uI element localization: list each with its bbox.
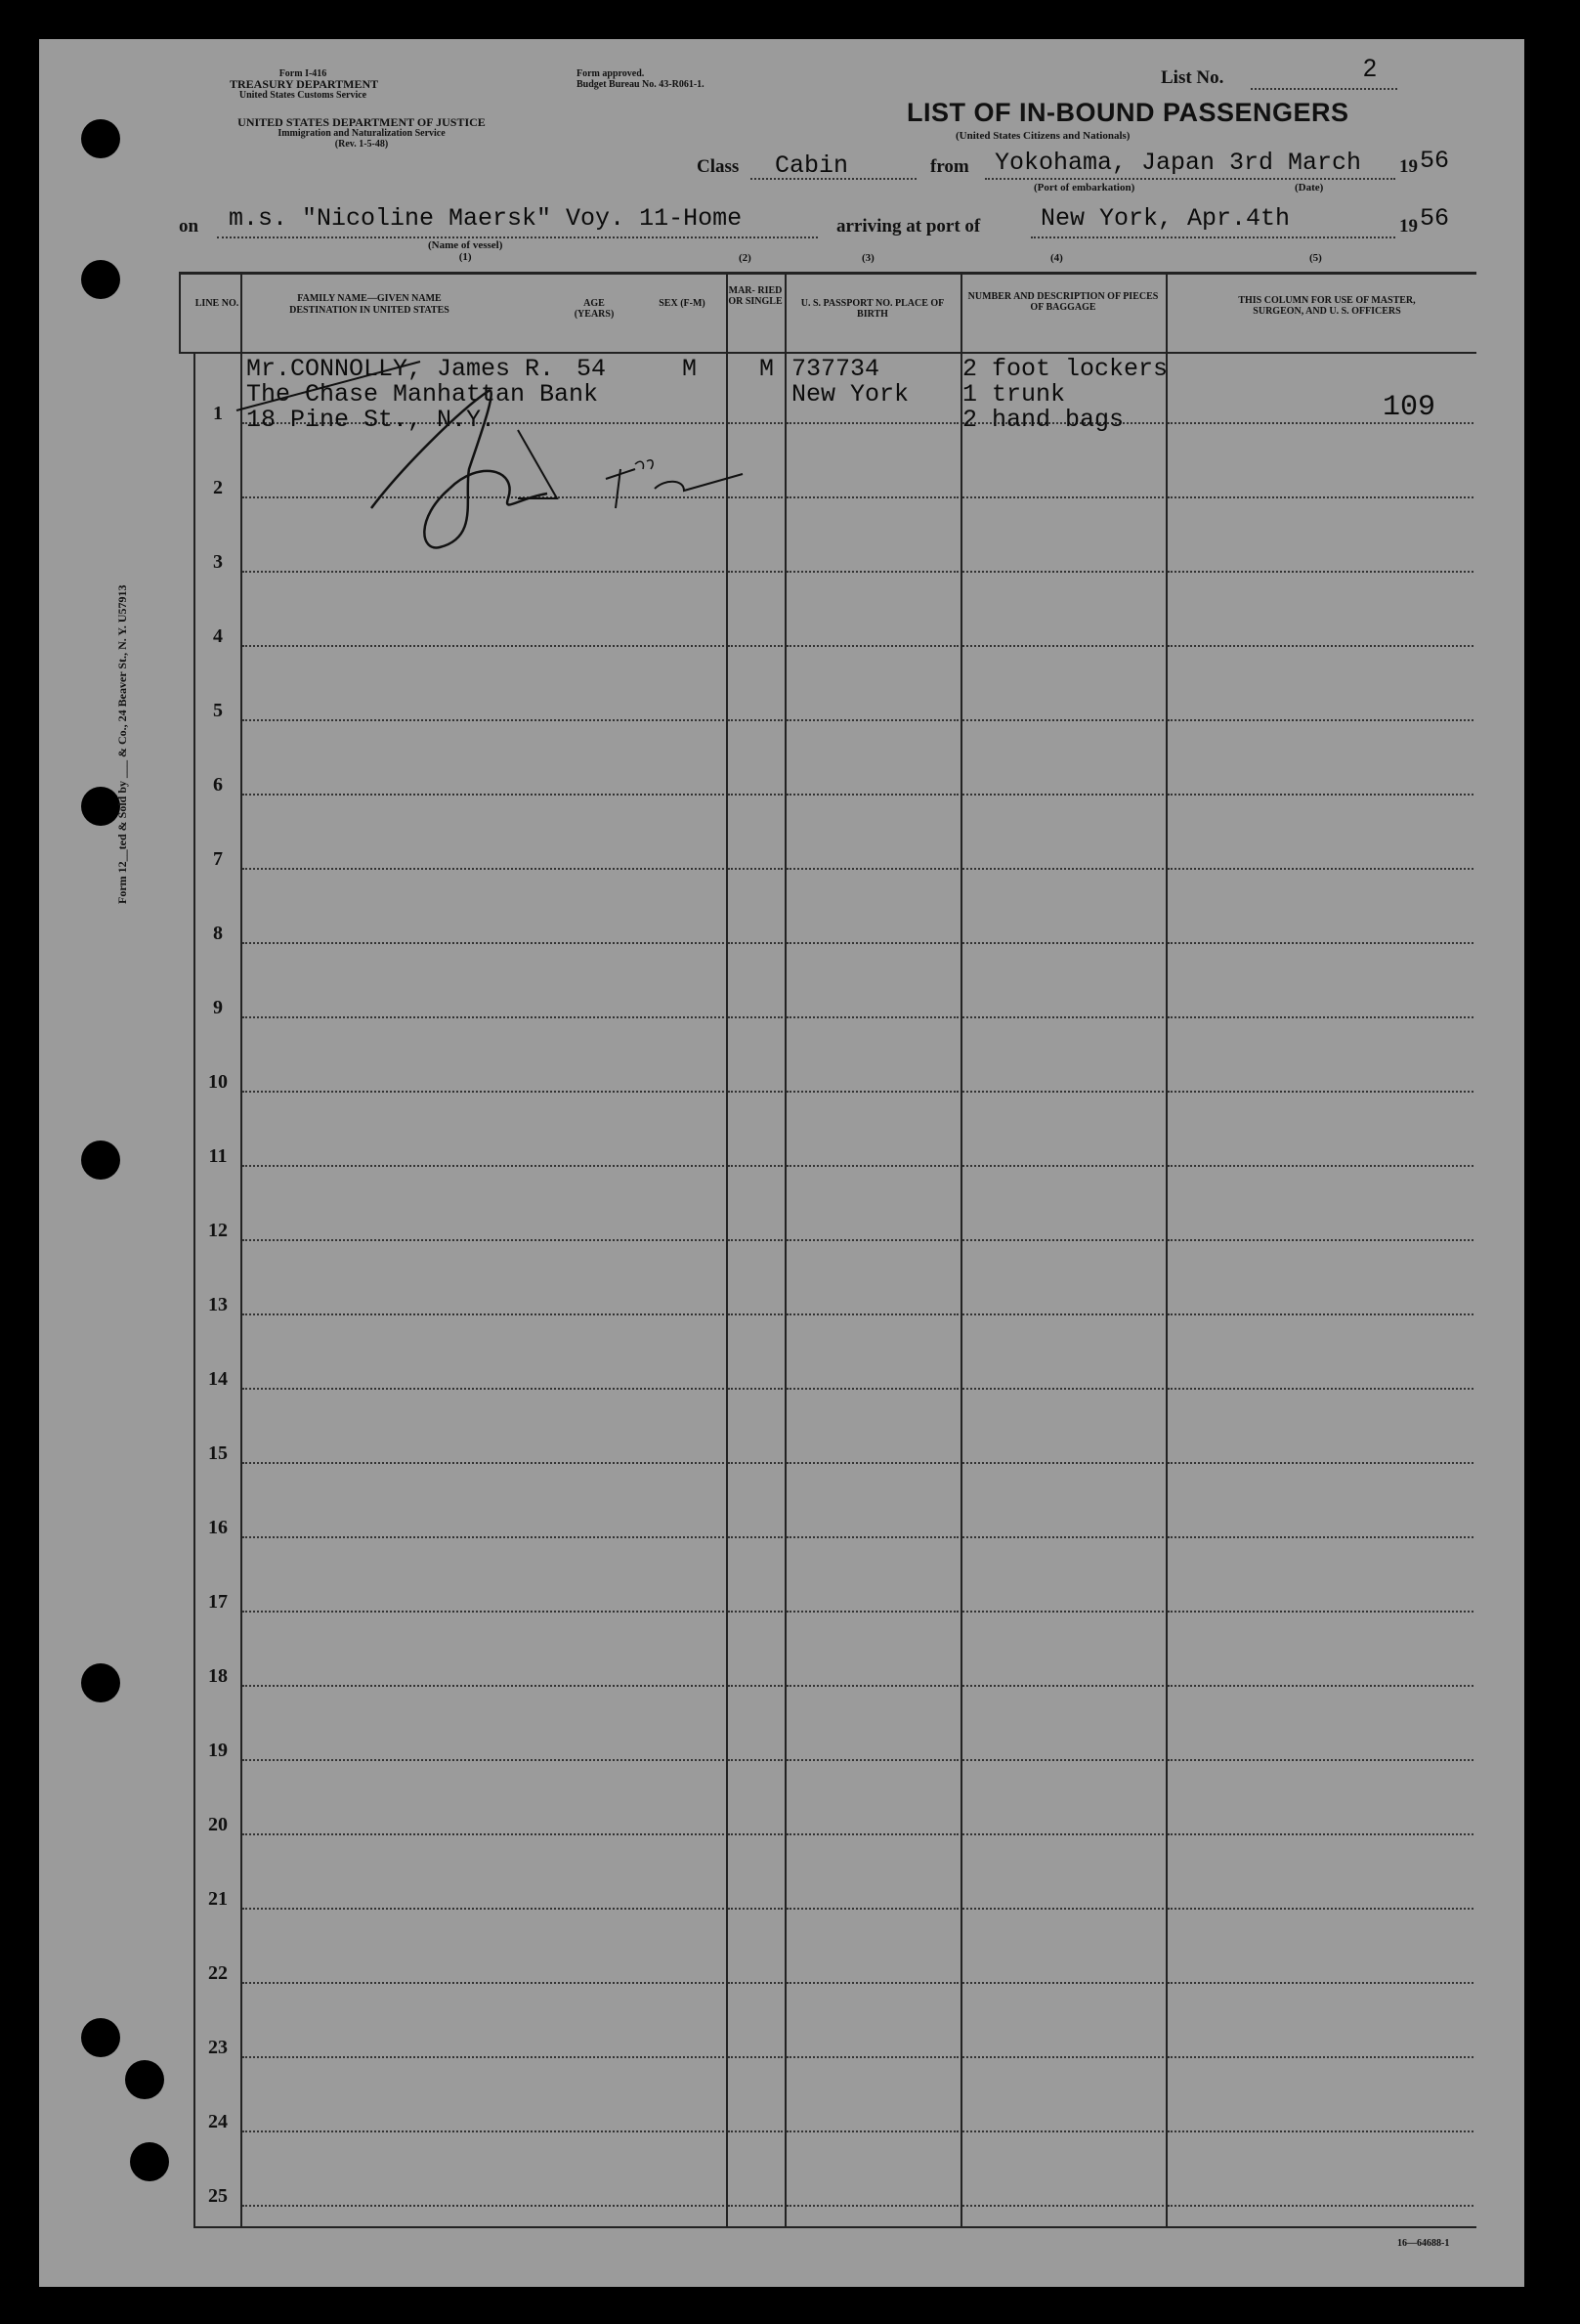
row-dotted-line [242, 2130, 724, 2132]
passenger-sex: M [682, 355, 698, 383]
from-label: from [930, 156, 969, 177]
row-number: 8 [213, 923, 223, 944]
row-dotted-line [242, 942, 724, 944]
col-header-officers: THIS COLUMN FOR USE OF MASTER, SURGEON, AND U. S. OFFICERS [1238, 295, 1416, 317]
row-dotted-line [962, 2130, 1164, 2132]
passenger-destination-3: 18 Pine St., N.Y. [246, 406, 496, 434]
row-dotted-line [787, 496, 959, 498]
row-number: 17 [208, 1591, 228, 1613]
row-dotted-line [962, 1462, 1164, 1464]
row-dotted-line [242, 1462, 724, 1464]
punch-hole [81, 2018, 120, 2057]
row-dotted-line [962, 645, 1164, 647]
row-number: 5 [213, 700, 223, 721]
row-dotted-line [242, 1313, 724, 1315]
arriving-label: arriving at port of [836, 216, 981, 237]
row-dotted-line [1168, 1016, 1473, 1018]
from-value: Yokohama, Japan 3rd March [995, 149, 1362, 177]
row-number: 24 [208, 2111, 228, 2132]
row-dotted-line [242, 1611, 724, 1613]
row-dotted-line [787, 2205, 959, 2207]
row-dotted-line [728, 1908, 783, 1910]
row-number: 9 [213, 997, 223, 1018]
row-dotted-line [1168, 1685, 1473, 1687]
row-dotted-line [728, 719, 783, 721]
punch-hole [81, 119, 120, 158]
row-dotted-line [787, 2056, 959, 2058]
row-number: 12 [208, 1220, 228, 1241]
row-dotted-line [242, 1759, 724, 1761]
row-dotted-line [787, 1536, 959, 1538]
row-dotted-line [787, 422, 959, 424]
col-num-4: (4) [1050, 252, 1063, 264]
col-divider [179, 274, 181, 352]
row-dotted-line [1168, 719, 1473, 721]
row-dotted-line [1168, 1611, 1473, 1613]
row-dotted-line [1168, 1982, 1473, 1984]
row-dotted-line [242, 794, 724, 796]
row-dotted-line [962, 1388, 1164, 1390]
row-dotted-line [1168, 794, 1473, 796]
arr-year-prefix: 19 [1399, 216, 1418, 237]
row-dotted-line [728, 1833, 783, 1835]
punch-hole [81, 1140, 120, 1180]
row-dotted-line [962, 1091, 1164, 1093]
row-dotted-line [728, 571, 783, 573]
row-number: 2 [213, 477, 223, 498]
list-no-value: 2 [1363, 55, 1377, 82]
row-dotted-line [728, 1462, 783, 1464]
row-dotted-line [728, 1165, 783, 1167]
passenger-destination-2: The Chase Manhattan Bank [246, 380, 599, 409]
row-dotted-line [1168, 942, 1473, 944]
port-embarkation-caption: (Port of embarkation) [1034, 182, 1135, 194]
row-dotted-line [728, 1388, 783, 1390]
row-number: 7 [213, 848, 223, 870]
row-dotted-line [1168, 1462, 1473, 1464]
row-dotted-line [787, 1685, 959, 1687]
row-dotted-line [787, 645, 959, 647]
row-dotted-line [962, 1016, 1164, 1018]
row-number: 21 [208, 1888, 228, 1910]
row-dotted-line [962, 1611, 1164, 1613]
date-caption: (Date) [1295, 182, 1324, 194]
row-dotted-line [1168, 1388, 1473, 1390]
row-dotted-line [1168, 2205, 1473, 2207]
row-dotted-line [242, 1536, 724, 1538]
list-no-label: List No. [1161, 67, 1224, 88]
row-dotted-line [728, 1313, 783, 1315]
row-dotted-line [1168, 2056, 1473, 2058]
col-header-sex: SEX (F-M) [659, 298, 705, 309]
row-dotted-line [242, 1388, 724, 1390]
row-dotted-line [787, 2130, 959, 2132]
row-dotted-line [787, 942, 959, 944]
col-divider [1166, 274, 1168, 2228]
row-number: 23 [208, 2037, 228, 2058]
punch-hole [81, 1663, 120, 1702]
row-dotted-line [1168, 2130, 1473, 2132]
table-top-border [179, 272, 1476, 275]
col-divider [785, 274, 787, 2228]
row-dotted-line [728, 1239, 783, 1241]
passenger-age: 54 [576, 355, 607, 383]
row-dotted-line [728, 1611, 783, 1613]
col-header-destination: DESTINATION IN UNITED STATES [289, 305, 449, 316]
row-dotted-line [787, 1313, 959, 1315]
row-dotted-line [242, 2205, 724, 2207]
passenger-name: Mr.CONNOLLY, James R. [246, 355, 555, 383]
row-dotted-line [962, 496, 1164, 498]
row-number: 14 [208, 1368, 228, 1390]
row-dotted-line [242, 2056, 724, 2058]
row-dotted-line [962, 1165, 1164, 1167]
arriving-value: New York, Apr.4th [1041, 204, 1291, 233]
row-dotted-line [962, 2056, 1164, 2058]
on-label: on [179, 216, 199, 237]
col-divider [726, 274, 728, 2228]
row-dotted-line [787, 1239, 959, 1241]
row-number: 19 [208, 1740, 228, 1761]
punch-hole [81, 787, 120, 826]
col-num-5: (5) [1309, 252, 1322, 264]
vessel-caption: (Name of vessel) (1) [428, 239, 503, 263]
row-dotted-line [962, 571, 1164, 573]
baggage-line-1: 2 foot lockers [962, 355, 1169, 383]
birthplace: New York [791, 380, 910, 409]
col-header-age: AGE (YEARS) [574, 298, 615, 320]
row-dotted-line [1168, 1833, 1473, 1835]
approval-block: Form approved. Budget Bureau No. 43-R061-1. [576, 68, 705, 90]
row-dotted-line [962, 1759, 1164, 1761]
class-label: Class [697, 156, 740, 177]
row-dotted-line [1168, 1908, 1473, 1910]
passenger-marital: M [759, 355, 775, 383]
row-dotted-line [787, 1982, 959, 1984]
row-dotted-line [787, 868, 959, 870]
row-dotted-line [728, 2130, 783, 2132]
row-dotted-line [787, 571, 959, 573]
page-subtitle: (United States Citizens and Nationals) [956, 130, 1131, 142]
row-dotted-line [728, 1091, 783, 1093]
row-dotted-line [1168, 645, 1473, 647]
row-dotted-line [787, 1388, 959, 1390]
handwritten-signature [225, 352, 775, 567]
row-dotted-line [787, 1908, 959, 1910]
col-header-baggage: NUMBER AND DESCRIPTION OF PIECES OF BAGGAGE [967, 291, 1159, 313]
row-dotted-line [242, 1239, 724, 1241]
row-number: 20 [208, 1814, 228, 1835]
col-header-line-no: LINE NO. [194, 298, 239, 309]
row-dotted-line [787, 1611, 959, 1613]
row-number: 15 [208, 1442, 228, 1464]
arriving-line [1031, 237, 1395, 238]
col-num-2: (2) [739, 252, 751, 264]
row-dotted-line [728, 942, 783, 944]
row-dotted-line [962, 942, 1164, 944]
row-dotted-line [787, 719, 959, 721]
row-number: 6 [213, 774, 223, 796]
row-dotted-line [962, 794, 1164, 796]
col-header-married: MAR- RIED OR SINGLE [728, 285, 783, 307]
row-dotted-line [728, 2205, 783, 2207]
col-divider [240, 274, 242, 2228]
row-dotted-line [962, 1239, 1164, 1241]
doj-block: UNITED STATES DEPARTMENT OF JUSTICE Immigration and Naturalization Service (Rev. 1-5-48) [237, 115, 486, 150]
row-dotted-line [242, 571, 724, 573]
row-dotted-line [728, 2056, 783, 2058]
row-number: 18 [208, 1665, 228, 1687]
vessel-line [217, 237, 818, 238]
row-dotted-line [1168, 1759, 1473, 1761]
row-dotted-line [242, 645, 724, 647]
row-dotted-line [1168, 1313, 1473, 1315]
row-dotted-line [787, 1016, 959, 1018]
row-dotted-line [242, 868, 724, 870]
col-header-passport: U. S. PASSPORT NO. PLACE OF BIRTH [800, 298, 945, 320]
punch-hole [125, 2060, 164, 2099]
row-dotted-line [242, 1685, 724, 1687]
row-dotted-line [962, 2205, 1164, 2207]
row-dotted-line [242, 1833, 724, 1835]
row-dotted-line [728, 645, 783, 647]
row-number: 11 [208, 1145, 228, 1167]
row-dotted-line [962, 1908, 1164, 1910]
vessel-value: m.s. "Nicoline Maersk" Voy. 11-Home [229, 204, 743, 233]
arr-year-value: 56 [1420, 204, 1450, 233]
row-dotted-line [728, 868, 783, 870]
table-bottom-border [193, 2226, 1476, 2228]
row-dotted-line [728, 1982, 783, 1984]
row-number: 22 [208, 1962, 228, 1984]
row-number: 4 [213, 625, 223, 647]
row-dotted-line [1168, 1239, 1473, 1241]
row-dotted-line [242, 1016, 724, 1018]
row-number: 1 [213, 403, 223, 424]
row-dotted-line [787, 1091, 959, 1093]
baggage-line-2: 1 trunk [962, 380, 1066, 409]
from-line [985, 178, 1395, 180]
row-dotted-line [242, 1908, 724, 1910]
footer-code: 16—64688-1 [1397, 2238, 1450, 2249]
row-number: 13 [208, 1294, 228, 1315]
row-dotted-line [728, 1536, 783, 1538]
row-dotted-line [962, 1536, 1164, 1538]
punch-hole [81, 260, 120, 299]
form-number-block: Form I-416 TREASURY DEPARTMENT United States Customs Service [230, 68, 379, 101]
row-dotted-line [787, 1462, 959, 1464]
col-divider [961, 274, 962, 2228]
row-dotted-line [242, 1091, 724, 1093]
list-no-line [1251, 88, 1397, 90]
page-title: LIST OF IN-BOUND PASSENGERS [907, 98, 1349, 127]
passport-number: 737734 [791, 355, 880, 383]
from-year-prefix: 19 [1399, 156, 1418, 177]
row-dotted-line [962, 1685, 1164, 1687]
row-dotted-line [728, 1685, 783, 1687]
row-dotted-line [242, 719, 724, 721]
class-value: Cabin [775, 151, 849, 180]
row-dotted-line [1168, 571, 1473, 573]
row-dotted-line [962, 868, 1164, 870]
baggage-line-3: 2 hand bags [962, 406, 1125, 434]
row-dotted-line [962, 1313, 1164, 1315]
row-number: 25 [208, 2185, 228, 2207]
col-num-3: (3) [862, 252, 875, 264]
row-dotted-line [1168, 496, 1473, 498]
row-dotted-line [787, 794, 959, 796]
row-number: 3 [213, 551, 223, 573]
row-dotted-line [728, 1016, 783, 1018]
officer-note: 109 [1383, 391, 1436, 424]
row-dotted-line [962, 719, 1164, 721]
row-dotted-line [787, 1833, 959, 1835]
printer-imprint: Form 12__ted & Sold by ___ & Co., 24 Beaver St., N. Y. U57913 [115, 584, 129, 904]
row-dotted-line [1168, 1091, 1473, 1093]
row-dotted-line [962, 1833, 1164, 1835]
row-number: 16 [208, 1517, 228, 1538]
row-dotted-line [1168, 868, 1473, 870]
row-dotted-line [962, 1982, 1164, 1984]
col-header-family-name: FAMILY NAME—GIVEN NAME [297, 293, 442, 304]
row-dotted-line [242, 1982, 724, 1984]
row-dotted-line [1168, 1536, 1473, 1538]
punch-hole [130, 2142, 169, 2181]
row-dotted-line [242, 1165, 724, 1167]
row-dotted-line [728, 794, 783, 796]
row-dotted-line [787, 1165, 959, 1167]
row-number: 10 [208, 1071, 228, 1093]
row-dotted-line [1168, 1165, 1473, 1167]
row-dotted-line [728, 1759, 783, 1761]
row-dotted-line [787, 1759, 959, 1761]
from-year-value: 56 [1420, 147, 1450, 175]
